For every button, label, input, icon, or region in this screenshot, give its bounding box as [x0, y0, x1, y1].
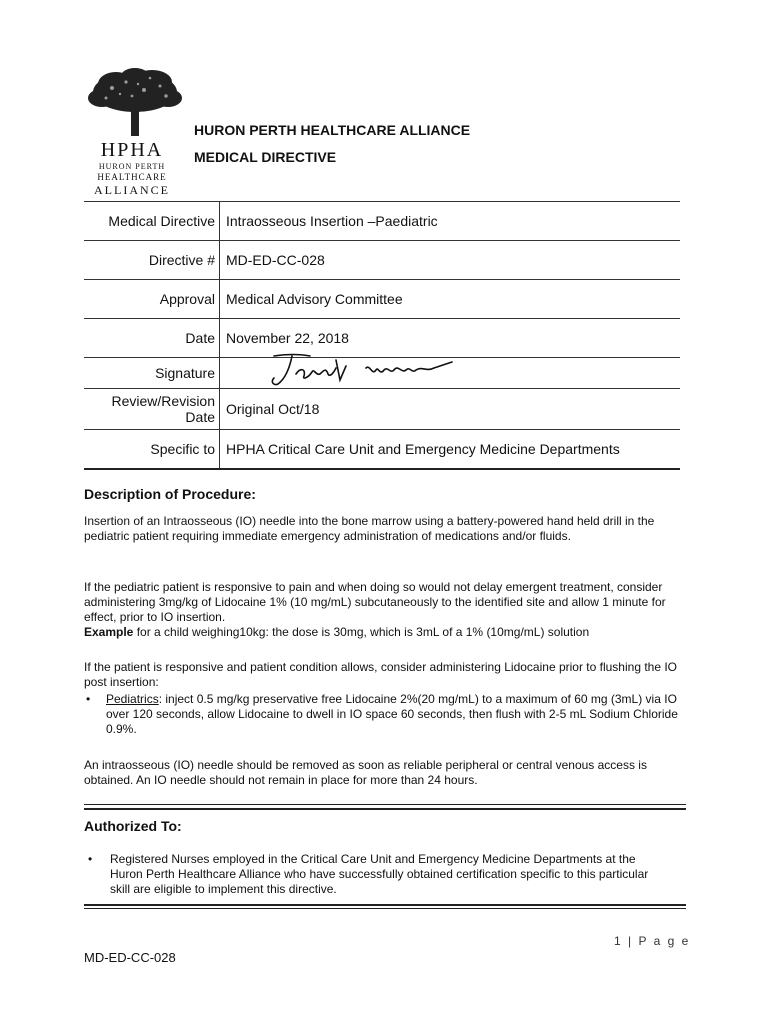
table-row	[84, 280, 680, 319]
specific-to-value: HPHA Critical Care Unit and Emergency Medicine Departments	[220, 430, 681, 470]
divider	[84, 808, 686, 810]
bullet-icon: •	[86, 692, 91, 706]
approval-label: Approval	[84, 280, 220, 319]
date-label: Date	[84, 319, 220, 358]
pediatrics-bullet	[86, 692, 682, 737]
footer-doc-number: MD-ED-CC-028	[84, 950, 176, 965]
signature-label: Signature	[84, 358, 220, 389]
hpha-logo	[82, 68, 188, 197]
description-paragraph-2	[84, 580, 684, 640]
handwritten-signature	[266, 352, 466, 388]
example-text: for a child weighing10kg: the dose is 30mg, which is 3mL of a 1% (10mg/mL) solution	[133, 625, 590, 639]
signature-cell	[220, 358, 681, 389]
logo-abbr: HPHA	[100, 139, 164, 161]
org-name: HURON PERTH HEALTHCARE ALLIANCE	[194, 122, 471, 138]
directive-title: Intraosseous Insertion –Paediatric	[220, 202, 681, 241]
page-number: 1 | P a g e	[614, 934, 691, 948]
table-row	[84, 358, 680, 389]
lidocaine-text: If the pediatric patient is responsive to pain and when doing so would not delay emergent treatment, consider administering 3mg/kg of Lidocaine 1% (10 mg/mL) subcutaneously to the identified site and allow 1 minute for effect, prior to IO insertion.	[84, 580, 666, 624]
logo-line-1: HURON PERTH	[98, 162, 166, 171]
review-date-label	[84, 389, 220, 430]
description-paragraph-4: An intraosseous (IO) needle should be removed as soon as reliable peripheral or central venous access is obtained. An IO needle should not remain in place for more than 24 hours.	[84, 758, 647, 787]
document-type: MEDICAL DIRECTIVE	[194, 149, 337, 165]
review-label-line-2: Date	[185, 409, 215, 425]
pediatrics-label: Pediatrics	[106, 692, 159, 706]
divider	[84, 904, 686, 906]
directive-info-table	[84, 201, 680, 470]
tree-icon	[82, 68, 188, 140]
divider	[84, 804, 686, 805]
pediatrics-text: : inject 0.5 mg/kg preservative free Lidocaine 2%(20 mg/mL) to a maximum of 60 mg (3mL) via IO over 120 seconds, allow Lidocaine to dwell in IO space 60 seconds, then flush with 2-5 mL Sodium Chloride 0.9%.	[106, 692, 678, 736]
date-value: November 22, 2018	[220, 319, 681, 358]
specific-to-label: Specific to	[84, 430, 220, 470]
authorized-bullet	[88, 852, 650, 897]
authorized-heading: Authorized To:	[84, 818, 182, 834]
review-label-line-1: Review/Revision	[111, 393, 215, 409]
table-row	[84, 430, 680, 470]
logo-text	[82, 140, 182, 196]
directive-label: Medical Directive	[84, 202, 220, 241]
authorized-text: Registered Nurses employed in the Critical Care Unit and Emergency Medicine Departments at the Huron Perth Healthcare Alliance who have successfully obtained certification specific to this particular skill are eligible to implement this directive.	[110, 852, 649, 896]
directive-number-label: Directive #	[84, 241, 220, 280]
description-paragraph-1: Insertion of an Intraosseous (IO) needle into the bone marrow using a battery-powered hand held drill in the pediatric patient requiring immediate emergency administration of medications and/or fluids.	[84, 514, 655, 543]
divider	[84, 908, 686, 909]
description-paragraph-3: If the patient is responsive and patient condition allows, consider administering Lidocaine prior to flushing the IO post insertion:	[84, 660, 678, 689]
example-label: Example	[84, 625, 134, 639]
description-heading: Description of Procedure:	[84, 486, 256, 502]
table-row	[84, 241, 680, 280]
logo-line-2: HEALTHCARE	[97, 172, 167, 182]
table-row	[84, 202, 680, 241]
table-row	[84, 389, 680, 430]
bullet-icon: •	[88, 852, 93, 866]
directive-number: MD-ED-CC-028	[220, 241, 681, 280]
logo-line-3: ALLIANCE	[94, 183, 170, 197]
approval-value: Medical Advisory Committee	[220, 280, 681, 319]
review-date-value: Original Oct/18	[220, 389, 681, 430]
